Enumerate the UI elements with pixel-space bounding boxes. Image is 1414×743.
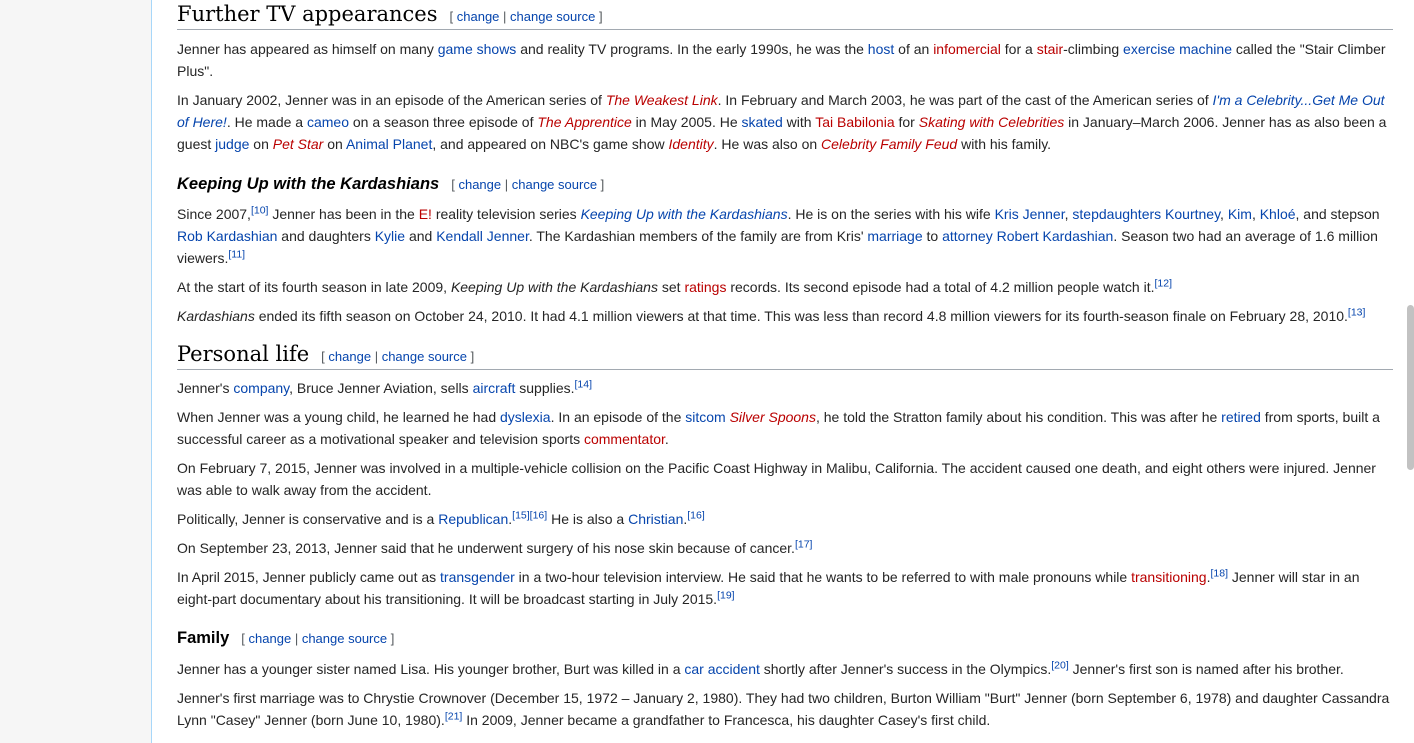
link-game-shows[interactable]: game shows	[437, 41, 517, 57]
link-dyslexia[interactable]: dyslexia	[500, 409, 551, 425]
citation-link[interactable]: [13]	[1347, 306, 1366, 319]
paragraph: Jenner's company, Bruce Jenner Aviation, sells aircraft supplies.[14]	[177, 378, 593, 396]
link-sitcom[interactable]: sitcom	[685, 409, 726, 425]
paragraph: On September 23, 2013, Jenner said that he underwent surgery of his nose skin because of cancer.[17]	[177, 538, 813, 556]
link-retired[interactable]: retired	[1221, 409, 1261, 425]
paragraph: When Jenner was a young child, he learned he had dyslexia. In an episode of the sitcom Silver Spoons, he told the Stratton family about his condition. This was after he retired from sports, built a successful career as a motivational speaker and television sports commentator.	[177, 409, 1380, 447]
citation-link[interactable]: [16]	[687, 509, 705, 522]
link-aircraft[interactable]: aircraft	[472, 380, 516, 396]
edit-section-links: [ change | change source ]	[449, 9, 603, 24]
link-christian[interactable]: Christian	[628, 511, 684, 527]
citation-link[interactable]: [19]	[717, 589, 735, 602]
paragraph: Jenner's first marriage was to Chrystie Crownover (December 15, 1972 – January 2, 1980). They had two children, Burton William "Burt" Jenner (born September 6, 1978) and daughter Cassandra Lynn "Casey" Jenner (born June 10, 1980).[21] In 2009, Jenner became a grandfather to Francesca, his daughter Casey's first child.	[177, 690, 1390, 728]
change-source-link[interactable]: change source	[301, 631, 388, 646]
link-attorney[interactable]: attorney	[942, 228, 993, 244]
article-body	[177, 0, 1393, 731]
paragraph: In April 2015, Jenner publicly came out as transgender in a two-hour television interview. He said that he wants to be referred to with male pronouns while transitioning.[18] Jenner will star in an eight-part documentary about his transitioning. It will be broadcast starting in July 2015.[19]	[177, 567, 1360, 607]
change-link[interactable]: change	[248, 631, 292, 646]
citation-link[interactable]: [21]	[444, 710, 463, 723]
paragraph: At the start of its fourth season in late 2009, Keeping Up with the Kardashians set ratings records. Its second episode had a total of 4.2 million people watch it.[12]	[177, 277, 1173, 295]
paragraph: On February 7, 2015, Jenner was involved in a multiple-vehicle collision on the Pacific Coast Highway in Malibu, California. The accident caused one death, and eight others were injured. Jenner was able to walk away from the accident.	[177, 460, 1376, 498]
link-cameo[interactable]: cameo	[306, 114, 349, 130]
link-kris-jenner[interactable]: Kris Jenner	[994, 206, 1065, 222]
link-marriage[interactable]: marriage	[867, 228, 923, 244]
citation-link[interactable]: [17]	[794, 538, 813, 551]
link-celebrity-family-feud[interactable]: Celebrity Family Feud	[821, 136, 958, 152]
link-skating-with-celebrities[interactable]: Skating with Celebrities	[918, 114, 1065, 130]
citation-link[interactable]: [18]	[1210, 567, 1228, 580]
link-e[interactable]: E!	[418, 206, 432, 222]
citation-link[interactable]: [14]	[574, 378, 593, 391]
link-infomercial[interactable]: infomercial	[933, 41, 1001, 57]
link-judge[interactable]: judge	[215, 136, 250, 152]
link-robert-kardashian[interactable]: Robert Kardashian	[996, 228, 1114, 244]
section-heading-further-tv	[177, 0, 1393, 30]
section-title: Keeping Up with the Kardashians	[177, 175, 440, 193]
link-transgender[interactable]: transgender	[440, 569, 515, 585]
section-heading-family	[177, 625, 1393, 651]
link-host[interactable]: host	[867, 41, 895, 57]
link-kourtney[interactable]: Kourtney	[1165, 206, 1221, 222]
section-heading-personal-life	[177, 340, 1393, 370]
edit-section-links: [ change | change source ]	[241, 631, 395, 646]
link-the-apprentice[interactable]: The Apprentice	[537, 114, 632, 130]
link-keeping-up[interactable]: Keeping Up with the Kardashians	[580, 206, 788, 222]
link-stepdaughters[interactable]: stepdaughters	[1072, 206, 1162, 222]
scrollbar-thumb[interactable]	[1407, 305, 1414, 470]
citation-link[interactable]: [16]	[529, 509, 548, 522]
article-content	[151, 0, 1414, 743]
link-weakest-link[interactable]: The Weakest Link	[605, 92, 718, 108]
section-heading-kardashians	[177, 171, 1393, 197]
link-ratings[interactable]: ratings	[684, 279, 727, 295]
link-im-a-celebrity[interactable]: I'm a Celebrity...Get Me Out of Here!	[177, 92, 1385, 130]
change-link[interactable]: change	[456, 9, 500, 24]
citation-link[interactable]: [12]	[1154, 277, 1173, 290]
paragraph: Kardashians ended its fifth season on October 24, 2010. It had 4.1 million viewers at that time. This was less than record 4.8 million viewers for its fourth-season finale on February 28, 2010.[13]	[177, 306, 1366, 324]
citation-link[interactable]: [11]	[228, 248, 246, 261]
link-rob-kardashian[interactable]: Rob Kardashian	[177, 228, 278, 244]
link-kendall-jenner[interactable]: Kendall Jenner	[436, 228, 529, 244]
link-transitioning[interactable]: transitioning	[1131, 569, 1207, 585]
citation-link[interactable]: [10]	[250, 204, 269, 217]
citation-link[interactable]: [15]	[512, 509, 530, 522]
paragraph: Politically, Jenner is conservative and is a Republican.[15][16] He is also a Christian.[16]	[177, 509, 705, 527]
section-title: Family	[177, 629, 230, 647]
link-company[interactable]: company	[233, 380, 290, 396]
link-car-accident[interactable]: car accident	[684, 661, 760, 677]
link-commentator[interactable]: commentator	[583, 431, 665, 447]
link-republican[interactable]: Republican	[438, 511, 509, 527]
paragraph: In January 2002, Jenner was in an episode of the American series of The Weakest Link. In February and March 2003, he was part of the cast of the American series of I'm a Celebrity...Get Me Out of Here!. He made a cameo on a season three episode of The Apprentice in May 2005. He skated with Tai Babilonia for Skating with Celebrities in January–March 2006. Jenner has as also been a guest judge on Pet Star on Animal Planet, and appeared on NBC's game show Identity. He was also on Celebrity Family Feud with his family.	[177, 92, 1387, 152]
section-title: Further TV appearances	[177, 2, 438, 26]
link-identity[interactable]: Identity	[668, 136, 714, 152]
change-source-link[interactable]: change source	[381, 349, 467, 364]
edit-section-links: [ change | change source ]	[321, 349, 475, 364]
paragraph: Since 2007,[10] Jenner has been in the E! reality television series Keeping Up with the Kardashians. He is on the series with his wife Kris Jenner, stepdaughters Kourtney, Kim, Khloé, and stepson Rob Kardashian and daughters Kylie and Kendall Jenner. The Kardashian members of the family are from Kris' marriage to attorney Robert Kardashian. Season two had an average of 1.6 million viewers.[11]	[177, 204, 1380, 266]
paragraph: Jenner has a younger sister named Lisa. His younger brother, Burt was killed in a car accident shortly after Jenner's success in the Olympics.[20] Jenner's first son is named after his brother.	[177, 659, 1344, 677]
link-pet-star[interactable]: Pet Star	[272, 136, 324, 152]
link-kim[interactable]: Kim	[1227, 206, 1252, 222]
citation-link[interactable]: [20]	[1051, 659, 1069, 672]
paragraph: Jenner has appeared as himself on many game shows and reality TV programs. In the early 1990s, he was the host of an infomercial for a stair-climbing exercise machine called the "Stair Climber Plus".	[177, 41, 1386, 79]
link-khloe[interactable]: Khloé	[1259, 206, 1296, 222]
link-stair[interactable]: stair	[1036, 41, 1064, 57]
link-exercise-machine[interactable]: exercise machine	[1123, 41, 1232, 57]
section-title: Personal life	[177, 342, 310, 366]
change-source-link[interactable]: change source	[510, 9, 596, 24]
link-animal-planet[interactable]: Animal Planet	[345, 136, 433, 152]
change-source-link[interactable]: change source	[511, 177, 598, 192]
edit-section-links: [ change | change source ]	[451, 177, 605, 192]
link-silver-spoons[interactable]: Silver Spoons	[729, 409, 816, 425]
change-link[interactable]: change	[458, 177, 502, 192]
link-skated[interactable]: skated	[741, 114, 783, 130]
change-link[interactable]: change	[328, 349, 372, 364]
link-kylie[interactable]: Kylie	[374, 228, 406, 244]
link-tai-babilonia[interactable]: Tai Babilonia	[815, 114, 895, 130]
